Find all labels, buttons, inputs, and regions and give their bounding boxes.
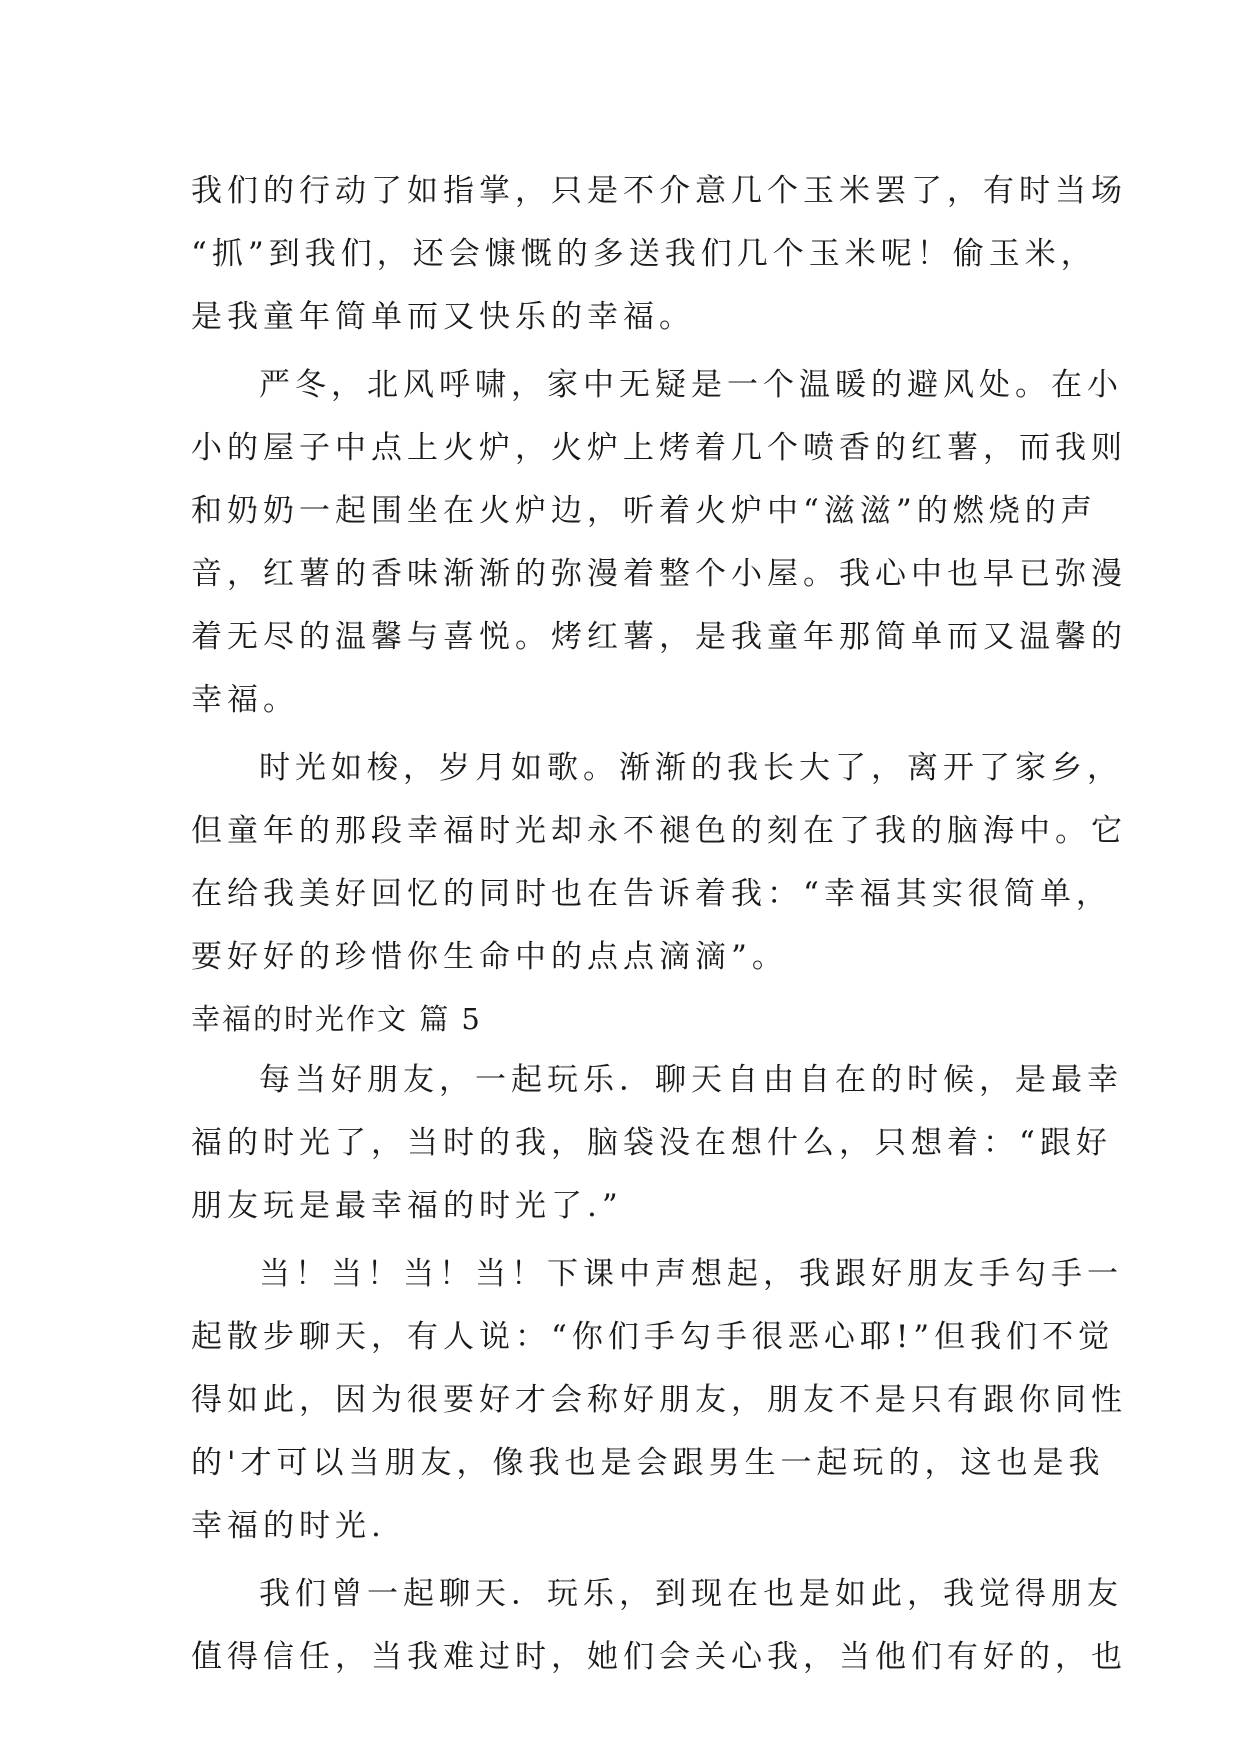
- text-line: 每当好朋友，一起玩乐．聊天自由自在的时候，是最幸: [259, 1062, 1123, 1098]
- text-line: 着无尽的温馨与喜悦。烤红薯，是我童年那简单而又温馨的: [191, 619, 1127, 655]
- paragraph: [191, 737, 1127, 989]
- text-line: 小的屋子中点上火炉，火炉上烤着几个喷香的红薯，而我则: [191, 430, 1127, 466]
- text-line: 当！当！当！当！下课中声想起，我跟好朋友手勾手一: [259, 1256, 1123, 1292]
- section-heading: 幸福的时光作文 篇 5: [191, 1002, 482, 1036]
- text-line: 我们曾一起聊天．玩乐，到现在也是如此，我觉得朋友: [259, 1576, 1123, 1612]
- text-line: 幸福的时光.: [191, 1508, 386, 1544]
- text-line: 时光如梭，岁月如歌。渐渐的我长大了，离开了家乡，: [259, 750, 1123, 786]
- text-line: 朋友玩是最幸福的时光了.”: [191, 1188, 623, 1224]
- text-line: 但童年的那段幸福时光却永不褪色的刻在了我的脑海中。它: [191, 813, 1127, 849]
- text-line: 要好好的珍惜你生命中的点点滴滴”。: [191, 939, 788, 975]
- text-line: “抓”到我们，还会慷慨的多送我们几个玉米呢！偷玉米，: [191, 236, 1097, 272]
- paragraph: [191, 160, 1127, 349]
- text-line: 音，红薯的香味渐渐的弥漫着整个小屋。我心中也早已弥漫: [191, 556, 1127, 592]
- text-line: 起散步聊天，有人说：“你们手勾手很恶心耶!”但我们不觉: [191, 1319, 1115, 1355]
- text-line: 幸福。: [191, 682, 299, 718]
- text-line: 得如此，因为很要好才会称好朋友，朋友不是只有跟你同性: [191, 1382, 1127, 1418]
- paragraph: [191, 1049, 1123, 1238]
- text-line: 严冬，北风呼啸，家中无疑是一个温暖的避风处。在小: [259, 367, 1123, 403]
- paragraph: [191, 1243, 1127, 1558]
- text-line: 在给我美好回忆的同时也在告诉着我：“幸福其实很简单，: [191, 876, 1112, 912]
- text-line: 我们的行动了如指掌，只是不介意几个玉米罢了，有时当场: [191, 173, 1127, 209]
- text-line: 值得信任，当我难过时，她们会关心我，当他们有好的，也: [191, 1639, 1127, 1675]
- text-line: 的'才可以当朋友，像我也是会跟男生一起玩的，这也是我: [191, 1445, 1105, 1481]
- text-line: 是我童年简单而又快乐的幸福。: [191, 299, 695, 335]
- paragraph: [191, 1563, 1127, 1689]
- text-line: 福的时光了，当时的我，脑袋没在想什么，只想着：“跟好: [191, 1125, 1112, 1161]
- paragraph: [191, 354, 1127, 732]
- text-line: 和奶奶一起围坐在火炉边，听着火炉中“滋滋”的燃烧的声: [191, 493, 1097, 529]
- document-body: [191, 160, 1127, 1689]
